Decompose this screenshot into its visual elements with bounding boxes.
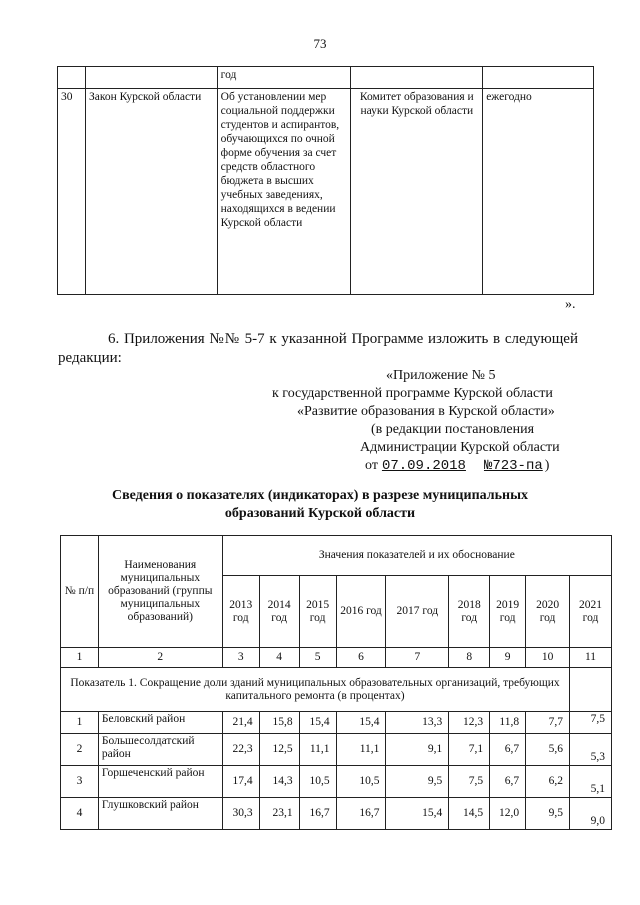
table-cell (85, 67, 217, 89)
municipality-name: Горшеченский район (98, 766, 222, 798)
table-row (61, 766, 612, 798)
value-cell: 12,5 (259, 734, 299, 766)
value-cell: 9,0 (570, 798, 612, 830)
value-cell: 11,8 (490, 712, 526, 734)
header-values: Значения показателей и их обоснование (222, 536, 611, 576)
header-no: № п/п (61, 536, 99, 648)
column-number: 7 (386, 648, 449, 668)
municipality-name: Глушковский район (98, 798, 222, 830)
municipality-name: Беловский район (98, 712, 222, 734)
value-cell: 12,3 (449, 712, 490, 734)
page-number: 73 (313, 36, 327, 51)
table-row (58, 89, 594, 295)
amendment-paragraph: 6. Приложения №№ 5-7 к указанной Программе изложить в следующей редакции: (58, 331, 578, 366)
year-header: 2015 год (299, 576, 336, 648)
closing-quote: ». (565, 297, 576, 312)
year-header: 2018 год (449, 576, 490, 648)
table-row (61, 798, 612, 830)
table-row (61, 734, 612, 766)
column-numbers-row (61, 648, 612, 668)
value-cell: 17,4 (222, 766, 259, 798)
value-cell: 7,1 (449, 734, 490, 766)
indicator-row (61, 668, 612, 712)
value-cell: 16,7 (299, 798, 336, 830)
appendix-program-name: «Развитие образования в Курской области» (297, 404, 555, 419)
period: ежегодно (483, 89, 594, 295)
row-number: 30 (58, 89, 86, 295)
table-row (58, 67, 594, 89)
value-cell: 16,7 (336, 798, 386, 830)
table-cell (351, 67, 483, 89)
value-cell: 11,1 (336, 734, 386, 766)
row-number: 3 (61, 766, 99, 798)
column-number: 6 (336, 648, 386, 668)
value-cell: 15,4 (386, 798, 449, 830)
row-number: 1 (61, 712, 99, 734)
law-name: Закон Курской области (85, 89, 217, 295)
year-header: 2019 год (490, 576, 526, 648)
value-cell: 15,4 (299, 712, 336, 734)
decree-date: 07.09.2018 (381, 458, 466, 474)
table-cell: год (217, 67, 351, 89)
column-number: 11 (570, 648, 612, 668)
table-cell (58, 67, 86, 89)
year-header: 2016 год (336, 576, 386, 648)
appendix-title: «Приложение № 5 (386, 368, 496, 383)
column-number: 9 (490, 648, 526, 668)
value-cell: 7,5 (449, 766, 490, 798)
heading-line-2: образований Курской области (224, 506, 416, 521)
table-cell (570, 668, 612, 712)
table-row (61, 712, 612, 734)
value-cell: 6,7 (490, 734, 526, 766)
value-cell: 9,1 (386, 734, 449, 766)
table-heading (0, 487, 640, 523)
column-number: 10 (526, 648, 570, 668)
column-number: 2 (98, 648, 222, 668)
value-cell: 5,3 (570, 734, 612, 766)
value-cell: 10,5 (299, 766, 336, 798)
indicator-title: Показатель 1. Сокращение доли зданий муниципальных образовательных организаций, требующих капитального ремонта (в процентах) (61, 668, 570, 712)
column-number: 3 (222, 648, 259, 668)
row-number: 2 (61, 734, 99, 766)
appendix-administration: Администрации Курской области (360, 440, 560, 455)
date-prefix: от (365, 458, 378, 473)
value-cell: 23,1 (259, 798, 299, 830)
appendix-program: к государственной программе Курской области (272, 386, 553, 401)
value-cell: 14,3 (259, 766, 299, 798)
header-row (61, 536, 612, 576)
date-suffix: ) (544, 458, 550, 473)
value-cell: 9,5 (386, 766, 449, 798)
year-header: 2020 год (526, 576, 570, 648)
program-measures-table (57, 66, 594, 295)
table-cell (483, 67, 594, 89)
header-municipality: Наименования муниципальных образований (группы муниципальных образований) (98, 536, 222, 648)
value-cell: 7,5 (570, 712, 612, 734)
value-cell: 22,3 (222, 734, 259, 766)
column-number: 4 (259, 648, 299, 668)
appendix-date-line (365, 457, 549, 475)
value-cell: 5,6 (526, 734, 570, 766)
value-cell: 7,7 (526, 712, 570, 734)
value-cell: 6,2 (526, 766, 570, 798)
value-cell: 30,3 (222, 798, 259, 830)
executor: Комитет образования и науки Курской области (351, 89, 483, 295)
column-number: 1 (61, 648, 99, 668)
row-number: 4 (61, 798, 99, 830)
decree-number: №723-па (483, 458, 543, 474)
year-header: 2017 год (386, 576, 449, 648)
value-cell: 12,0 (490, 798, 526, 830)
value-cell: 14,5 (449, 798, 490, 830)
value-cell: 15,4 (336, 712, 386, 734)
value-cell: 15,8 (259, 712, 299, 734)
year-header: 2021 год (570, 576, 612, 648)
value-cell: 21,4 (222, 712, 259, 734)
value-cell: 11,1 (299, 734, 336, 766)
column-number: 8 (449, 648, 490, 668)
year-header: 2014 год (259, 576, 299, 648)
heading-line-1: Сведения о показателях (индикаторах) в разрезе муниципальных (111, 488, 529, 503)
municipality-name: Большесолдатский район (98, 734, 222, 766)
column-number: 5 (299, 648, 336, 668)
value-cell: 9,5 (526, 798, 570, 830)
value-cell: 6,7 (490, 766, 526, 798)
law-subject: Об установлении мер социальной поддержки студентов и аспирантов, обучающихся по очной форме обучения за счет средств областного бюджета в высших учебных заведениях, находящихся в ведении Курской области (217, 89, 351, 295)
value-cell: 10,5 (336, 766, 386, 798)
appendix-edition: (в редакции постановления (371, 422, 535, 437)
value-cell: 5,1 (570, 766, 612, 798)
value-cell: 13,3 (386, 712, 449, 734)
indicators-table (60, 535, 612, 830)
year-header: 2013 год (222, 576, 259, 648)
